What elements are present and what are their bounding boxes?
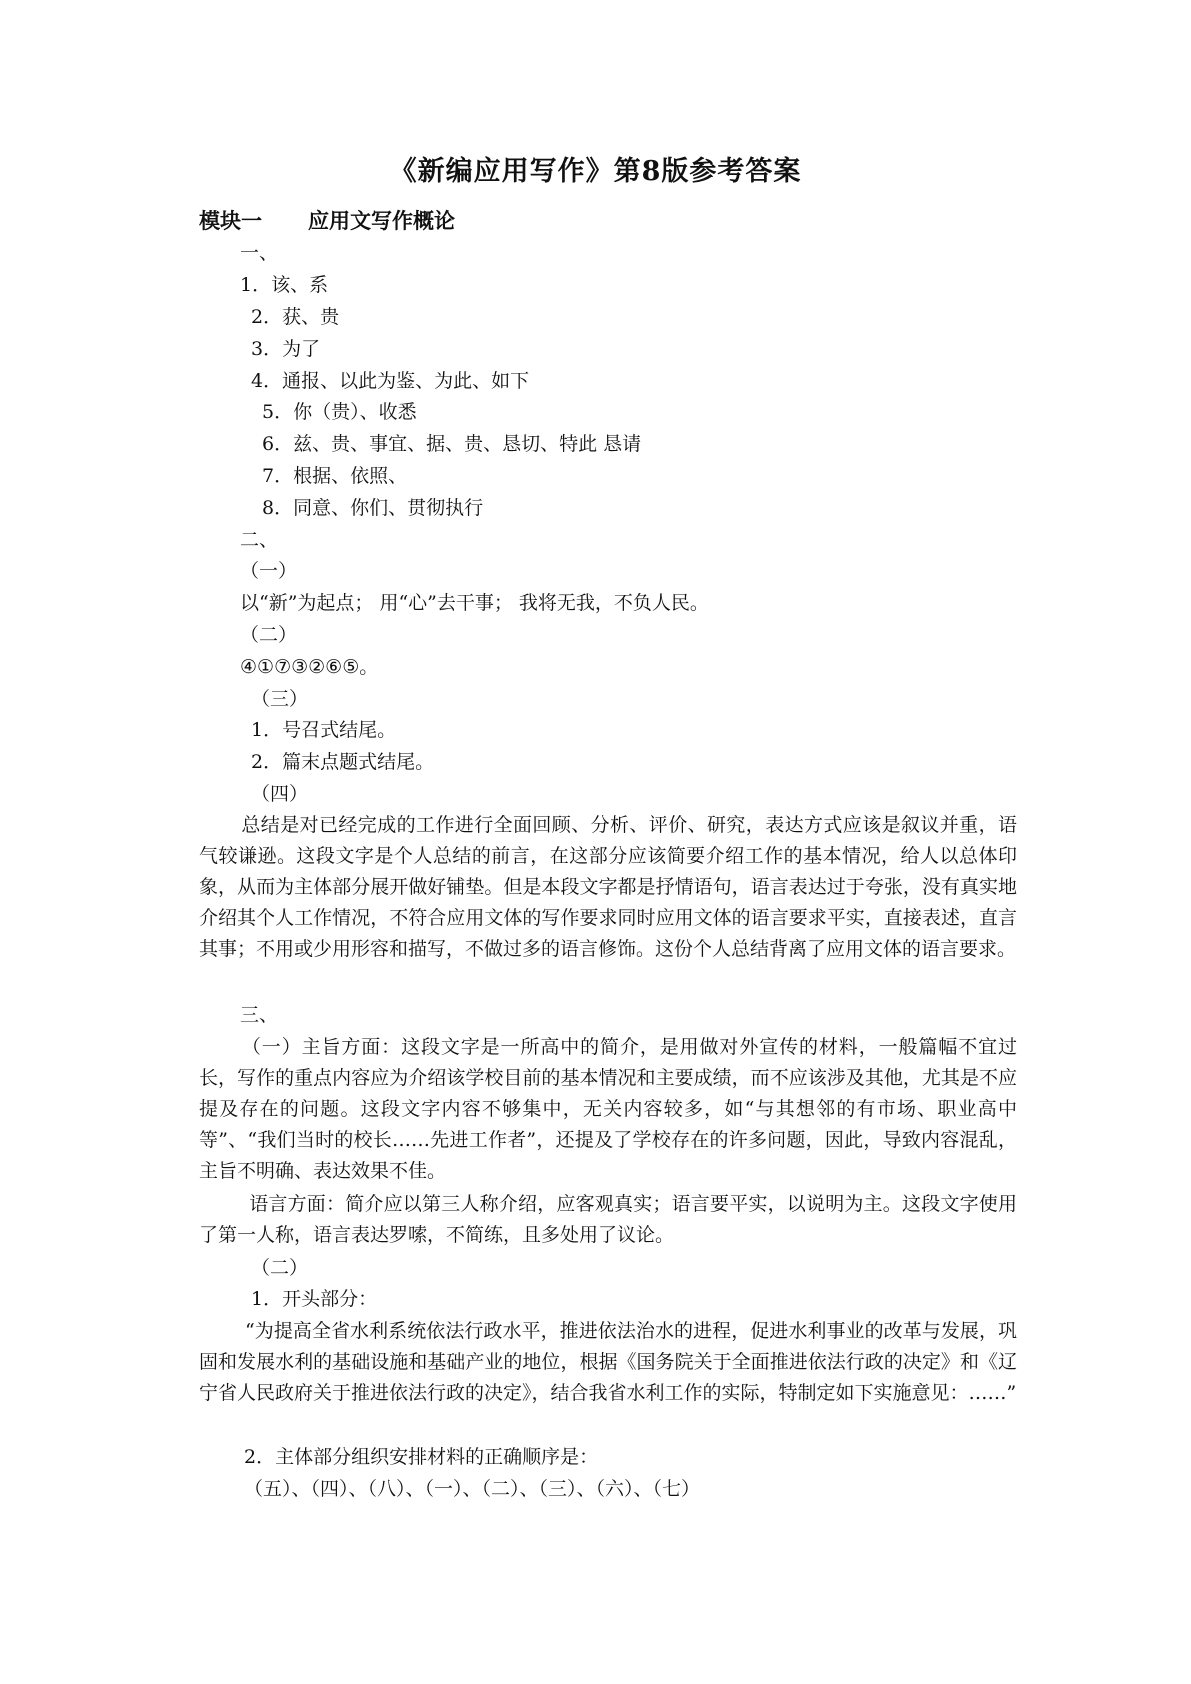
section2-part4-paragraph (199, 810, 1017, 965)
section1-item: 7．根据、依照、 (262, 465, 408, 487)
section1-item: 1．该、系 (240, 274, 329, 296)
section2-part3-item: 1．号召式结尾。 (251, 719, 397, 741)
section3-heading: 三、 (240, 1004, 279, 1026)
module-name: 应用文写作概论 (308, 208, 455, 233)
document-title: 《新编应用写作》第8版参考答案 (389, 156, 802, 187)
section3-item1-label: 1．开头部分： (251, 1288, 378, 1310)
section2-part2-text: ④①⑦③②⑥⑤。 (240, 656, 379, 678)
section3-part-label: （二） (251, 1257, 309, 1279)
module-heading (199, 206, 455, 236)
section2-part-label: （二） (240, 624, 298, 646)
section1-heading: 一、 (240, 242, 279, 264)
section3-paragraph-2 (199, 1189, 1017, 1251)
section3-item1-quote-paragraph (199, 1316, 1017, 1409)
section2-part1-text: 以“新”为起点； 用“心”去干事； 我将无我，不负人民。 (240, 592, 709, 614)
section1-item: 4．通报、以此为鉴、为此、如下 (251, 370, 530, 392)
section1-item: 3．为了 (251, 338, 321, 360)
section3-item2-label: 2．主体部分组织安排材料的正确顺序是： (244, 1446, 599, 1468)
section2-part-label: （三） (251, 688, 309, 710)
section2-part-label: （一） (240, 560, 298, 582)
section3-item1-quote: “为提高全省水利系统依法行政水平，推进依法治水的进程，促进水利事业的改革与发展，巩固和发展水利的基础设施和基础产业的地位，根据《国务院关于全面推进依法行政的决定》和《辽宁省人民政府关于推进依法行政的决定》，结合我省水利工作的实际，特制定如下实施意见：……” (199, 1320, 1017, 1404)
section3-para1-text: （一）主旨方面：这段文字是一所高中的简介，是用做对外宣传的材料，一般篇幅不宜过长，写作的重点内容应为介绍该学校目前的基本情况和主要成绩，而不应该涉及其他，尤其是不应提及存在的问题。这段文字内容不够集中，无关内容较多，如“与其想邻的有市场、职业高中等”、“我们当时的校长……先进工作者”，还提及了学校存在的许多问题，因此，导致内容混乱，主旨不明确、表达效果不佳。 (199, 1036, 1017, 1182)
section3-item2-order: （五）、（四）、（八）、（一）、（二）、（三）、（六）、（七） (244, 1478, 701, 1500)
section2-part3-item: 2．篇末点题式结尾。 (251, 751, 435, 773)
section2-part-label: （四） (251, 783, 309, 805)
section1-item: 5．你（贵）、收悉 (262, 401, 417, 423)
section2-heading: 二、 (240, 529, 279, 551)
section3-para2-text: 语言方面：简介应以第三人称介绍，应客观真实；语言要平实，以说明为主。这段文字使用了第一人称，语言表达罗嗦，不简练，且多处用了议论。 (199, 1193, 1017, 1246)
section2-part4-text: 总结是对已经完成的工作进行全面回顾、分析、评价、研究，表达方式应该是叙议并重，语气较谦逊。这段文字是个人总结的前言，在这部分应该简要介绍工作的基本情况，给人以总体印象，从而为主体部分展开做好铺垫。但是本段文字都是抒情语句，语言表达过于夸张，没有真实地介绍其个人工作情况，不符合应用文体的写作要求同时应用文体的语言要求平实，直接表述，直言其事；不用或少用形容和描写，不做过多的语言修饰。这份个人总结背离了应用文体的语言要求。 (199, 814, 1017, 960)
section1-item: 2．获、贵 (251, 306, 340, 328)
section1-item: 6．兹、贵、事宜、据、贵、恳切、特此 恳请 (262, 433, 642, 455)
section3-paragraph-1 (199, 1032, 1017, 1187)
section1-item: 8．同意、你们、贯彻执行 (262, 497, 484, 519)
module-label: 模块一 (199, 208, 262, 233)
